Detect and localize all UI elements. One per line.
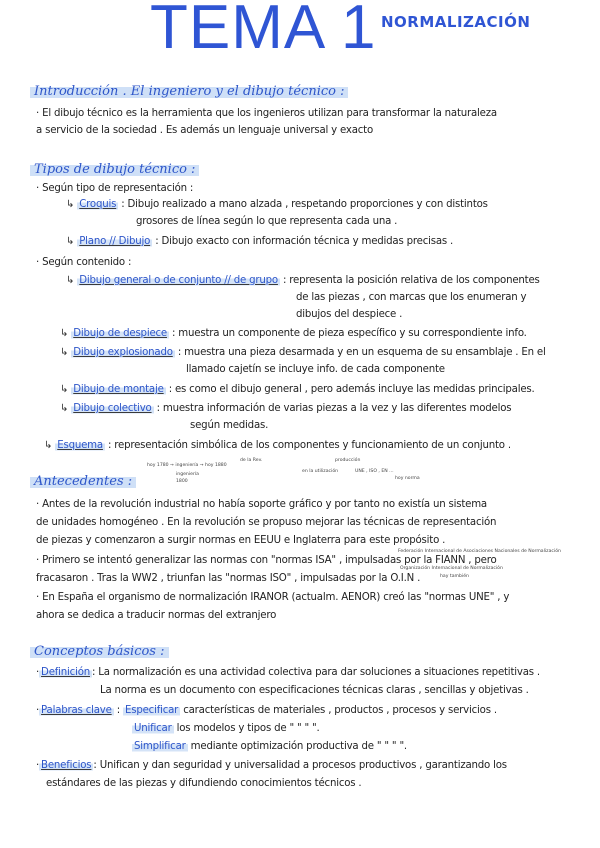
unificar-item bbox=[132, 723, 320, 734]
page-title: TEMA 1 bbox=[150, 0, 377, 62]
simplificar-item bbox=[132, 741, 407, 752]
oin-note-1: Organización Internacional de Normalización bbox=[400, 566, 503, 571]
esquema-item bbox=[44, 440, 511, 451]
antecedentes-line-4: · Primero se intentó generalizar las normas con "normas ISA" , impulsadas por la FIANN , pero bbox=[36, 555, 497, 566]
colectivo-text-2: según medidas. bbox=[190, 420, 269, 431]
section-heading-tipos: Tipos de dibujo técnico : bbox=[30, 162, 199, 177]
timeline-note-1: hoy 1780 → ingeniería → hoy 1880 bbox=[147, 463, 227, 468]
montaje-text: : es como el dibujo general , pero además incluye las medidas principales. bbox=[168, 384, 535, 395]
croquis-item bbox=[66, 199, 488, 210]
palabras-clave-item: · Palabras clave : Especificar características de materiales , productos , procesos y servicios . bbox=[36, 705, 497, 716]
timeline-note-4: UNE , ISO , EN ... bbox=[355, 469, 394, 474]
especificar-text: características de materiales , productos , procesos y servicios . bbox=[183, 705, 497, 716]
plano-term: Plano // Dibujo bbox=[79, 236, 151, 247]
arrow-icon: ↳ bbox=[44, 440, 53, 451]
timeline-note-2: producción bbox=[335, 458, 361, 463]
arrow-icon: ↳ bbox=[60, 403, 69, 414]
arrow-icon: ↳ bbox=[66, 275, 75, 286]
montaje-item bbox=[60, 384, 535, 395]
antecedentes-line-1: · Antes de la revolución industrial no había soporte gráfico y por tanto no existía un sistema bbox=[36, 499, 487, 510]
antecedentes-line-3: de piezas y comenzaron a surgir normas en EEUU e Inglaterra para este propósito . bbox=[36, 535, 446, 546]
despiece-term: Dibujo de despiece bbox=[73, 328, 167, 339]
esquema-text: : representación simbólica de los componentes y funcionamiento de un conjunto . bbox=[107, 440, 511, 451]
croquis-text-2: grosores de línea según lo que representa cada una . bbox=[136, 216, 398, 227]
simplificar-term: Simplificar bbox=[134, 741, 186, 752]
section-heading-conceptos: Conceptos básicos : bbox=[30, 644, 169, 659]
intro-line-1: · El dibujo técnico es la herramienta que los ingenieros utilizan para transformar la naturaleza bbox=[36, 108, 497, 119]
general-item bbox=[66, 275, 540, 286]
colectivo-item bbox=[60, 403, 511, 414]
montaje-term: Dibujo de montaje bbox=[73, 384, 164, 395]
simplificar-text: mediante optimización productiva de " " " ". bbox=[190, 741, 407, 752]
timeline-note-1c: ingeniería bbox=[176, 472, 199, 477]
explosionado-text: : muestra una pieza desarmada y en un esquema de su ensamblaje . En el bbox=[177, 347, 546, 358]
plano-item bbox=[66, 236, 453, 247]
antecedentes-line-6: · En España el organismo de normalización IRANOR (actualm. AENOR) creó las "normas UNE" , y bbox=[36, 592, 510, 603]
segun-contenido-label: · Según contenido : bbox=[36, 257, 132, 268]
section-heading-introduccion: Introducción . El ingeniero y el dibujo técnico : bbox=[30, 84, 348, 99]
antecedentes-line-5: fracasaron . Tras la WW2 , triunfan las "normas ISO" , impulsadas por la O.I.N . bbox=[36, 573, 421, 584]
definicion-text: : La normalización es una actividad colectiva para dar soluciones a situaciones repetitivas . bbox=[92, 667, 540, 678]
despiece-item bbox=[60, 328, 527, 339]
antecedentes-line-2: de unidades homogéneo . En la revolución se propuso mejorar las técnicas de representación bbox=[36, 517, 497, 528]
unificar-text: los modelos y tipos de " " " ". bbox=[176, 723, 320, 734]
arrow-icon: ↳ bbox=[66, 199, 75, 210]
section-heading-antecedentes: Antecedentes : bbox=[30, 474, 136, 489]
arrow-icon: ↳ bbox=[60, 384, 69, 395]
beneficios-text: : Unifican y dan seguridad y universalidad a procesos productivos , garantizando los bbox=[93, 760, 507, 771]
general-text-2: de las piezas , con marcas que los enumeran y bbox=[296, 292, 527, 303]
timeline-note-3: en la utilización bbox=[302, 469, 339, 474]
explosionado-term: Dibujo explosionado bbox=[73, 347, 173, 358]
timeline-note-1d: 1800 bbox=[176, 479, 188, 484]
definicion-term: Definición bbox=[41, 667, 90, 678]
arrow-icon: ↳ bbox=[66, 236, 75, 247]
croquis-term: Croquis bbox=[79, 199, 117, 210]
intro-line-2: a servicio de la sociedad . Es además un lenguaje universal y exacto bbox=[36, 125, 374, 136]
explosionado-item bbox=[60, 347, 546, 358]
page-subtitle: NORMALIZACIÓN bbox=[381, 13, 531, 31]
timeline-note-1b: de la Rev. bbox=[240, 458, 263, 463]
segun-tipo-label: · Según tipo de representación : bbox=[36, 183, 194, 194]
unificar-term: Unificar bbox=[134, 723, 172, 734]
timeline-note-4b: hoy norma bbox=[395, 476, 420, 481]
colectivo-term: Dibujo colectivo bbox=[73, 403, 152, 414]
general-term: Dibujo general o de conjunto // de grupo bbox=[79, 275, 278, 286]
general-text-3: dibujos del despiece . bbox=[296, 309, 403, 320]
beneficios-item: · Beneficios : Unifican y dan seguridad y universalidad a procesos productivos , garantizando los bbox=[36, 760, 507, 771]
colectivo-text: : muestra información de varias piezas a la vez y las diferentes modelos bbox=[156, 403, 512, 414]
beneficios-text-2: estándares de las piezas y difundiendo conocimientos técnicos . bbox=[46, 778, 362, 789]
fiann-note: Federación Internacional de Asociaciones Nacionales de Normalización bbox=[398, 549, 561, 554]
arrow-icon: ↳ bbox=[60, 347, 69, 358]
beneficios-term: Beneficios bbox=[41, 760, 92, 771]
definicion-item: · Definición : La normalización es una actividad colectiva para dar soluciones a situaciones repetitivas . bbox=[36, 667, 540, 678]
croquis-text: : Dibujo realizado a mano alzada , respetando proporciones y con distintos bbox=[121, 199, 488, 210]
general-text: : representa la posición relativa de los componentes bbox=[282, 275, 540, 286]
esquema-term: Esquema bbox=[57, 440, 103, 451]
antecedentes-line-7: ahora se dedica a traducir normas del extranjero bbox=[36, 610, 277, 621]
explosionado-text-2: llamado cajetín se incluye info. de cada componente bbox=[186, 364, 445, 375]
plano-text: : Dibujo exacto con información técnica y medidas precisas . bbox=[155, 236, 454, 247]
especificar-term: Especificar bbox=[125, 705, 179, 716]
definicion-text-2: La norma es un documento con especificaciones técnicas claras , sencillas y objetivas . bbox=[100, 685, 529, 696]
arrow-icon: ↳ bbox=[60, 328, 69, 339]
oin-note-2: hay también bbox=[440, 574, 469, 579]
despiece-text: : muestra un componente de pieza específico y su correspondiente info. bbox=[172, 328, 527, 339]
palabras-clave-term: Palabras clave bbox=[41, 705, 112, 716]
